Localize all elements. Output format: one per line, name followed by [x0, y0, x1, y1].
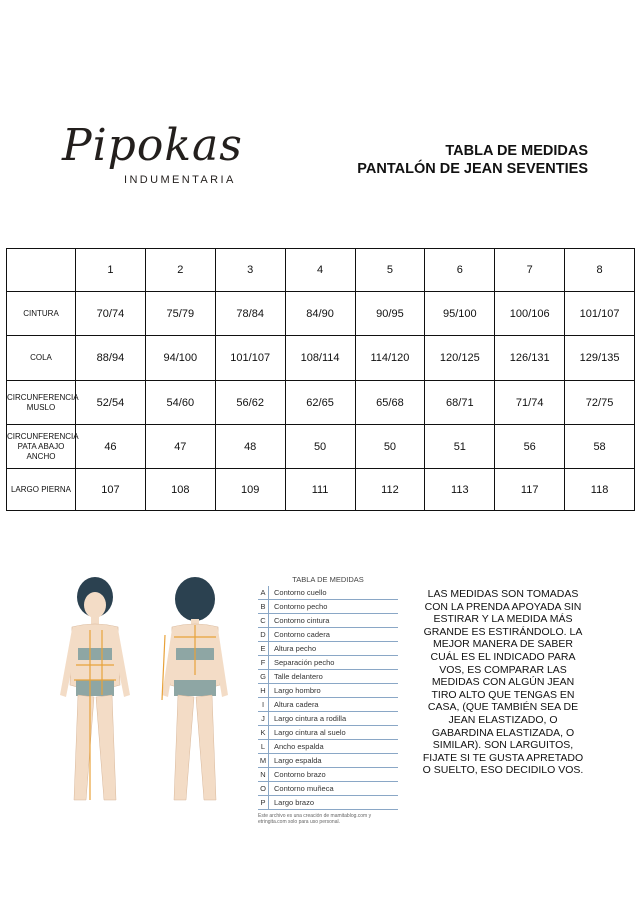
- table-cell: 54/60: [145, 381, 215, 425]
- table-cell: 108/114: [285, 336, 355, 381]
- legend-item: [258, 740, 398, 754]
- legend-list: [258, 586, 398, 810]
- table-cell: 101/107: [565, 292, 635, 336]
- table-cell: 113: [425, 469, 495, 511]
- table-row: [7, 292, 635, 336]
- brand-logo: [62, 120, 243, 194]
- legend-item: [258, 586, 398, 600]
- table-cell: 108: [145, 469, 215, 511]
- body-figures-icon: [50, 575, 250, 810]
- table-row: [7, 469, 635, 511]
- legend-item: [258, 684, 398, 698]
- legend-letter: P: [258, 796, 269, 809]
- legend-letter: I: [258, 698, 269, 711]
- legend-letter: D: [258, 628, 269, 641]
- legend-item: [258, 656, 398, 670]
- table-row: [7, 425, 635, 469]
- brand-name: Pipokas: [62, 120, 243, 171]
- table-cell: 90/95: [355, 292, 425, 336]
- legend-text: Largo brazo: [274, 798, 315, 807]
- legend-letter: G: [258, 670, 269, 683]
- legend-letter: K: [258, 726, 269, 739]
- legend-text: Separación pecho: [274, 658, 335, 667]
- legend-item: [258, 754, 398, 768]
- legend-text: Contorno pecho: [274, 602, 328, 611]
- table-cell: 56: [495, 425, 565, 469]
- legend-text: Contorno cuello: [274, 588, 327, 597]
- table-cell: 50: [355, 425, 425, 469]
- legend-text: Largo cintura a rodilla: [274, 714, 347, 723]
- row-label: COLA: [7, 336, 76, 381]
- table-cell: 70/74: [76, 292, 146, 336]
- legend-letter: J: [258, 712, 269, 725]
- legend-item: [258, 628, 398, 642]
- table-cell: 72/75: [565, 381, 635, 425]
- title-line-1: TABLA DE MEDIDAS: [445, 143, 588, 159]
- legend-item: [258, 712, 398, 726]
- size-header: 6: [425, 249, 495, 292]
- table-cell: 75/79: [145, 292, 215, 336]
- row-label: LARGO PIERNA: [7, 469, 76, 511]
- legend-item: [258, 726, 398, 740]
- legend-text: Ancho espalda: [274, 742, 324, 751]
- back-figure: [162, 577, 228, 800]
- legend-item: [258, 642, 398, 656]
- title-line-2: PANTALÓN DE JEAN SEVENTIES: [357, 161, 588, 177]
- legend-letter: O: [258, 782, 269, 795]
- brand-tagline: INDUMENTARIA: [124, 174, 236, 186]
- size-header: 5: [355, 249, 425, 292]
- size-header: 8: [565, 249, 635, 292]
- legend-item: [258, 600, 398, 614]
- table-cell: 109: [215, 469, 285, 511]
- table-cell: 111: [285, 469, 355, 511]
- table-cell: 65/68: [355, 381, 425, 425]
- legend-letter: A: [258, 586, 269, 599]
- table-cell: 88/94: [76, 336, 146, 381]
- table-cell: 120/125: [425, 336, 495, 381]
- row-label: CIRCUNFERENCIA MUSLO: [7, 381, 76, 425]
- size-header: 2: [145, 249, 215, 292]
- legend-title: TABLA DE MEDIDAS: [292, 575, 364, 584]
- legend-letter: L: [258, 740, 269, 753]
- legend-text: Largo espalda: [274, 756, 322, 765]
- table-row: [7, 381, 635, 425]
- legend-letter: E: [258, 642, 269, 655]
- table-cell: 62/65: [285, 381, 355, 425]
- table-corner-cell: [7, 249, 76, 292]
- legend-item: [258, 796, 398, 810]
- measurement-illustration: [50, 575, 250, 810]
- table-cell: 50: [285, 425, 355, 469]
- legend-letter: N: [258, 768, 269, 781]
- legend-letter: F: [258, 656, 269, 669]
- table-cell: 101/107: [215, 336, 285, 381]
- table-cell: 112: [355, 469, 425, 511]
- legend-letter: H: [258, 684, 269, 697]
- legend-text: Contorno cintura: [274, 616, 330, 625]
- table-cell: 95/100: [425, 292, 495, 336]
- table-cell: 48: [215, 425, 285, 469]
- front-figure: [60, 577, 130, 800]
- legend-item: [258, 698, 398, 712]
- size-header: 4: [285, 249, 355, 292]
- size-header-row: [7, 249, 635, 292]
- legend-text: Altura pecho: [274, 644, 317, 653]
- table-cell: 118: [565, 469, 635, 511]
- page-title: [357, 142, 588, 178]
- table-cell: 78/84: [215, 292, 285, 336]
- table-cell: 47: [145, 425, 215, 469]
- size-header: 3: [215, 249, 285, 292]
- legend-item: [258, 768, 398, 782]
- legend-text: Largo hombro: [274, 686, 321, 695]
- size-header: 1: [76, 249, 146, 292]
- row-label: CIRCUNFERENCIA PATA ABAJO ANCHO: [7, 425, 76, 469]
- measurement-legend: [258, 575, 398, 825]
- legend-text: Talle delantero: [274, 672, 323, 681]
- legend-letter: B: [258, 600, 269, 613]
- legend-footer: Este archivo es una creación de mamitablog.com y etringita.com solo para uso personal.: [258, 813, 372, 825]
- legend-text: Largo cintura al suelo: [274, 728, 346, 737]
- legend-item: [258, 614, 398, 628]
- size-table: [6, 248, 635, 511]
- legend-letter: M: [258, 754, 269, 767]
- legend-text: Contorno muñeca: [274, 784, 334, 793]
- legend-text: Altura cadera: [274, 700, 319, 709]
- table-row: [7, 336, 635, 381]
- size-header: 7: [495, 249, 565, 292]
- table-cell: 100/106: [495, 292, 565, 336]
- table-cell: 94/100: [145, 336, 215, 381]
- legend-item: [258, 670, 398, 684]
- table-cell: 56/62: [215, 381, 285, 425]
- table-cell: 52/54: [76, 381, 146, 425]
- table-cell: 84/90: [285, 292, 355, 336]
- table-cell: 117: [495, 469, 565, 511]
- legend-letter: C: [258, 614, 269, 627]
- table-cell: 129/135: [565, 336, 635, 381]
- table-cell: 114/120: [355, 336, 425, 381]
- measurement-note: LAS MEDIDAS SON TOMADAS CON LA PRENDA APOYADA SIN ESTIRAR Y LA MEDIDA MÁS GRANDE ES ESTIRÁNDOLO. LA MEJOR MANERA DE SABER CUÁL ES EL INDICADO PARA VOS, ES COMPARAR LAS MEDIDAS CON ALGÚN JEAN TIRO ALTO QUE TENGAS EN CASA, (QUE TAMBIÉN SEA DE JEAN ELASTIZADO, O GABARDINA ELASTIZADA, O SIMILAR). SON LARGUITOS, FIJATE SI TE GUSTA APRETADO O SUELTO, ESO DECIDILO VOS.: [422, 588, 584, 777]
- table-cell: 71/74: [495, 381, 565, 425]
- table-cell: 46: [76, 425, 146, 469]
- table-cell: 126/131: [495, 336, 565, 381]
- table-cell: 58: [565, 425, 635, 469]
- row-label: CINTURA: [7, 292, 76, 336]
- legend-text: Contorno brazo: [274, 770, 326, 779]
- table-cell: 107: [76, 469, 146, 511]
- legend-item: [258, 782, 398, 796]
- legend-text: Contorno cadera: [274, 630, 330, 639]
- table-cell: 51: [425, 425, 495, 469]
- table-cell: 68/71: [425, 381, 495, 425]
